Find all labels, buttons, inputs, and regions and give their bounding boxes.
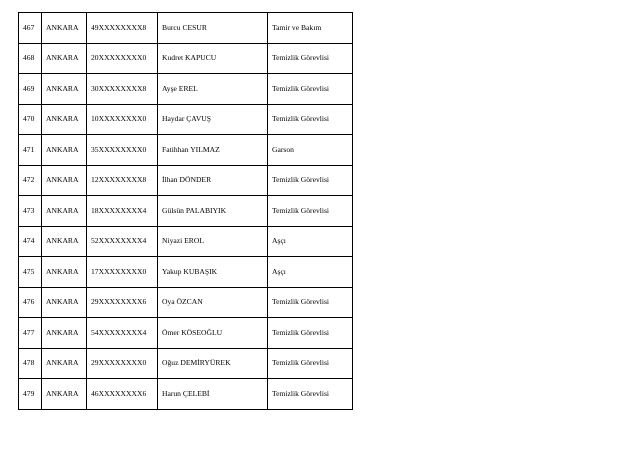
job-title-cell: Temizlik Görevlisi (268, 196, 353, 227)
job-title-cell: Temizlik Görevlisi (268, 104, 353, 135)
id-number-cell: 52XXXXXXXX4 (87, 226, 158, 257)
row-number-cell: 473 (19, 196, 42, 227)
full-name-cell: Kudret KAPUCU (158, 43, 268, 74)
id-number-cell: 12XXXXXXXX8 (87, 165, 158, 196)
city-cell: ANKARA (42, 135, 87, 166)
row-number-cell: 478 (19, 348, 42, 379)
job-title-cell: Temizlik Görevlisi (268, 165, 353, 196)
table-row (19, 196, 353, 227)
table-row (19, 379, 353, 410)
full-name-cell: Haydar ÇAVUŞ (158, 104, 268, 135)
id-number-cell: 20XXXXXXXX0 (87, 43, 158, 74)
city-cell: ANKARA (42, 257, 87, 288)
full-name-cell: Ömer KÖSEOĞLU (158, 318, 268, 349)
id-number-cell: 29XXXXXXXX6 (87, 287, 158, 318)
city-cell: ANKARA (42, 226, 87, 257)
full-name-cell: Oğuz DEMİRYÜREK (158, 348, 268, 379)
job-title-cell: Temizlik Görevlisi (268, 379, 353, 410)
job-title-cell: Temizlik Görevlisi (268, 287, 353, 318)
table-row (19, 318, 353, 349)
full-name-cell: Oya ÖZCAN (158, 287, 268, 318)
id-number-cell: 17XXXXXXXX0 (87, 257, 158, 288)
table-row (19, 226, 353, 257)
table-row (19, 348, 353, 379)
job-title-cell: Aşçı (268, 226, 353, 257)
full-name-cell: Fatihhan YILMAZ (158, 135, 268, 166)
full-name-cell: Burcu CESUR (158, 13, 268, 44)
table-row (19, 74, 353, 105)
row-number-cell: 474 (19, 226, 42, 257)
full-name-cell: Harun ÇELEBİ (158, 379, 268, 410)
full-name-cell: Yakup KUBAŞIK (158, 257, 268, 288)
row-number-cell: 472 (19, 165, 42, 196)
job-title-cell: Tamir ve Bakım (268, 13, 353, 44)
row-number-cell: 476 (19, 287, 42, 318)
id-number-cell: 30XXXXXXXX8 (87, 74, 158, 105)
city-cell: ANKARA (42, 104, 87, 135)
table-row (19, 165, 353, 196)
job-title-cell: Temizlik Görevlisi (268, 318, 353, 349)
id-number-cell: 46XXXXXXXX6 (87, 379, 158, 410)
city-cell: ANKARA (42, 74, 87, 105)
city-cell: ANKARA (42, 318, 87, 349)
full-name-cell: İlhan DÖNDER (158, 165, 268, 196)
table-row (19, 43, 353, 74)
table-row (19, 287, 353, 318)
row-number-cell: 469 (19, 74, 42, 105)
city-cell: ANKARA (42, 196, 87, 227)
city-cell: ANKARA (42, 13, 87, 44)
row-number-cell: 475 (19, 257, 42, 288)
job-title-cell: Temizlik Görevlisi (268, 348, 353, 379)
table-row (19, 135, 353, 166)
city-cell: ANKARA (42, 348, 87, 379)
id-number-cell: 35XXXXXXXX0 (87, 135, 158, 166)
city-cell: ANKARA (42, 43, 87, 74)
city-cell: ANKARA (42, 287, 87, 318)
id-number-cell: 54XXXXXXXX4 (87, 318, 158, 349)
row-number-cell: 479 (19, 379, 42, 410)
full-name-cell: Ayşe EREL (158, 74, 268, 105)
row-number-cell: 468 (19, 43, 42, 74)
row-number-cell: 471 (19, 135, 42, 166)
records-table (18, 12, 353, 410)
city-cell: ANKARA (42, 379, 87, 410)
full-name-cell: Gülsün PALABIYIK (158, 196, 268, 227)
city-cell: ANKARA (42, 165, 87, 196)
full-name-cell: Niyazi EROL (158, 226, 268, 257)
row-number-cell: 477 (19, 318, 42, 349)
row-number-cell: 467 (19, 13, 42, 44)
job-title-cell: Temizlik Görevlisi (268, 43, 353, 74)
records-table-body (19, 13, 353, 410)
job-title-cell: Garson (268, 135, 353, 166)
row-number-cell: 470 (19, 104, 42, 135)
id-number-cell: 18XXXXXXXX4 (87, 196, 158, 227)
table-row (19, 13, 353, 44)
id-number-cell: 49XXXXXXXX8 (87, 13, 158, 44)
id-number-cell: 29XXXXXXXX0 (87, 348, 158, 379)
table-row (19, 104, 353, 135)
job-title-cell: Aşçı (268, 257, 353, 288)
table-row (19, 257, 353, 288)
job-title-cell: Temizlik Görevlisi (268, 74, 353, 105)
id-number-cell: 10XXXXXXXX0 (87, 104, 158, 135)
